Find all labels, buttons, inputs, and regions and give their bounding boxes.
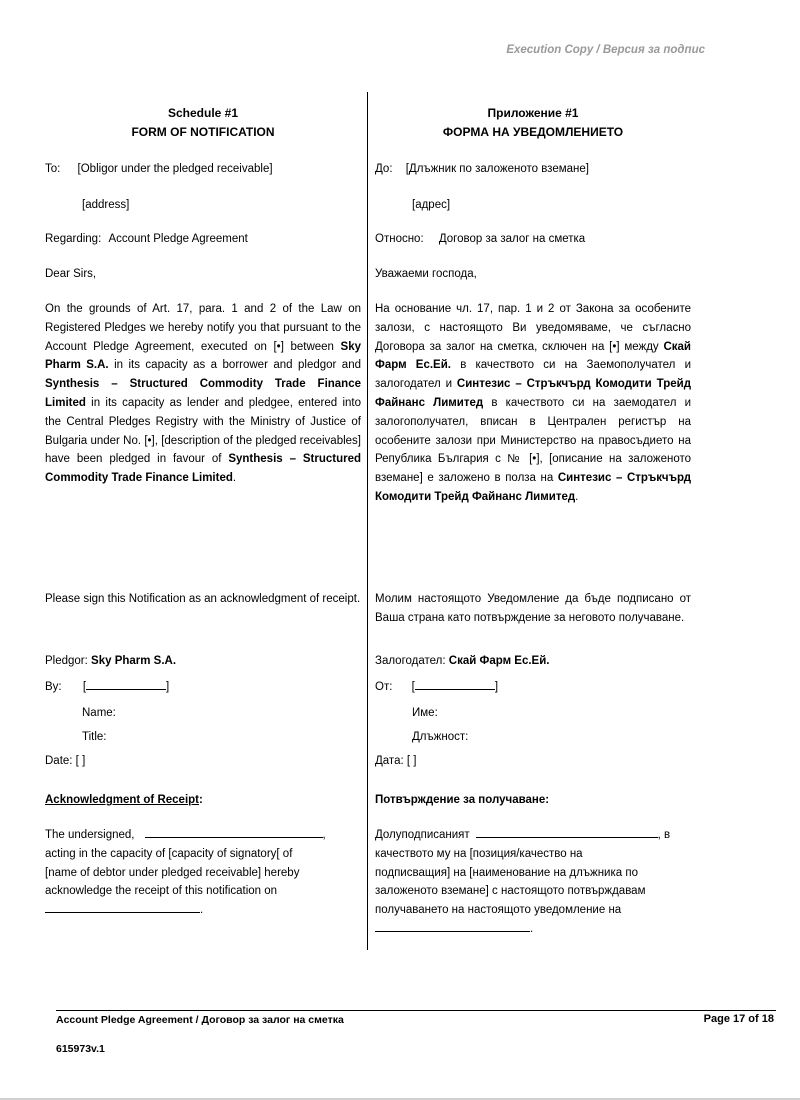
ack-line-5 [45,901,361,920]
notification-body-bg [375,300,691,507]
by-line [45,678,361,697]
name-label: Name: [82,707,116,719]
pledgee-name-bold-2: Synthesis – Structured Commodity Trade Finance Limited [45,453,362,485]
to-label-bg: До: [375,163,393,175]
to-line-bg [375,160,691,179]
ack-heading-text: Acknowledgment of Receipt [45,794,199,806]
notification-body [45,300,361,488]
ack-line-1-text: The undersigned, [45,829,135,841]
regarding-value-bg: Договор за залог на сметка [438,233,586,245]
regarding-line-bg [375,230,691,249]
regarding-line [45,230,361,249]
schedule-title-bg: Приложение #1 [487,106,579,120]
name-label-bg: Име: [412,707,438,719]
body-text-1-bg: На основание чл. 17, пар. 1 и 2 от Закона за особените залози, с настоящото Ви уведомяваме, че съгласно Договора за залог на сметка, сключен на [•] между [375,303,691,353]
ack-line-6-end-bg: . [530,922,534,935]
regarding-label-bg: Относно: [375,233,424,245]
pledgor-name-bold-bg: Скай Фарм Ес.Ей. [375,340,691,372]
ack-heading [45,791,361,810]
undersigned-blank-bg [476,826,658,838]
ack-heading-colon: : [199,794,203,806]
by-label-bg: От: [375,681,393,693]
address-line-bg: [адрес] [412,199,451,211]
footer-rule [56,1010,776,1011]
sign-request-bg: Молим настоящото Уведомление да бъде подписано от Ваша страна като потвърждение за неговото получаване. [375,593,691,624]
to-value: [Obligor under the pledged receivable] [77,163,273,175]
ack-line-1 [45,826,361,845]
pledgee-name-bold-2-bg: Синтезис – Стръкчърд Комодити Трейд Файнанс Лимитед [375,472,691,503]
salutation: Dear Sirs, [45,268,97,280]
date-blank [45,901,200,913]
signature-blank [86,678,166,690]
date-blank-bg [375,920,530,932]
signature-blank-bg [415,678,495,690]
pledgee-name-bold: Synthesis – Structured Commodity Trade Finance Limited [45,378,361,409]
ack-line-4: acknowledge the receipt of this notification on [45,885,278,898]
footer-agreement-title: Account Pledge Agreement / Договор за залог на сметка [56,1014,344,1026]
ack-body [45,826,361,920]
to-value-bg: [Длъжник по заложеното вземане] [405,163,589,175]
schedule-heading [45,104,361,142]
pledgor-line-bg [375,652,691,671]
column-divider [367,92,368,950]
body-text-4: . [232,472,237,485]
ack-line-4-bg: заложеното вземане] с настоящото потвърждавам [375,885,646,898]
ack-line-3: [name of debtor under pledged receivable] hereby [45,866,300,879]
ack-line-1-end-bg: , в [657,829,671,841]
body-text-2: in its capacity as a borrower and pledgor and [108,359,361,372]
ack-line-5-end: . [200,904,204,917]
to-label: To: [45,163,61,175]
ack-line-2: acting in the capacity of [capacity of signatory[ of [45,847,293,860]
ack-line-6-bg [375,920,691,939]
body-text-3: in its capacity as lender and pledgee, entered into the Central Pledges Registry with the Ministry of Justice of Bulgaria under No. [•], [description of the pledged receivables] have been pledged in favour of [45,396,361,466]
pledgor-line [45,652,361,671]
form-title: FORM OF NOTIFICATION [131,125,275,139]
date-label: Date: [ ] [45,755,86,767]
address-line: [address] [82,199,130,211]
ack-line-5-bg: получаването на настоящото уведомление на [375,904,622,917]
by-line-bg [375,678,691,697]
pledgor-name-bold: Sky Pharm S.A. [45,340,361,372]
body-text-3-bg: в качеството си на заемодател и залогополучател, вписан в Централен регистър на особените залози при Министерство на правосъдието на Република България с № [•], [описание на заложеното вземане] е заложено в полза на [375,396,691,485]
bracket-open-bg: [ [411,681,415,693]
pledgee-name-bold-bg: Синтезис – Стръкчърд Комодити Трейд Файнанс Лимитед [375,378,691,409]
regarding-label: Regarding: [45,233,102,245]
by-label: By: [45,681,62,693]
salutation-bg: Уважаеми господа, [375,268,477,280]
pledgor-value: Sky Pharm S.A. [91,655,177,667]
bracket-open: [ [82,681,87,693]
ack-heading-bg: Потвърждение за получаване: [375,794,550,806]
regarding-value: Account Pledge Agreement [108,233,248,245]
title-label: Title: [82,731,107,743]
ack-line-1-end: , [322,829,326,841]
body-text-1: On the grounds of Art. 17, para. 1 and 2 of the Law on Registered Pledges we hereby notify you that pursuant to the Account Pledge Agreement, executed on [•] between [45,303,361,353]
body-text-4-bg: . [575,490,579,503]
pledgor-label: Pledgor: [45,655,92,667]
bracket-close: ] [166,681,170,693]
execution-copy-label: Execution Copy / Версия за подпис [506,44,705,56]
ack-line-1-bg [375,826,691,845]
pledgor-value-bg: Скай Фарм Ес.Ей. [448,655,550,667]
page-number: Page 17 of 18 [703,1013,774,1025]
ack-line-3-bg: подписващия] на [наименование на длъжника по [375,866,638,879]
ack-line-2-bg: качеството му на [позиция/качество на [375,847,583,860]
bracket-close-bg: ] [494,681,499,693]
form-title-bg: ФОРМА НА УВЕДОМЛЕНИЕТО [442,125,624,139]
undersigned-blank [145,826,323,838]
ack-line-1-text-bg: Долуподписаният [375,829,470,841]
title-label-bg: Длъжност: [412,731,469,743]
sign-request: Please sign this Notification as an acknowledgment of receipt. [45,593,361,605]
pledgor-label-bg: Залогодател: [375,655,449,667]
document-id: 615973v.1 [56,1043,105,1055]
schedule-heading-bg [375,104,691,142]
ack-body-bg [375,826,691,939]
to-line [45,160,361,179]
date-label-bg: Дата: [ ] [375,755,417,767]
schedule-title: Schedule #1 [167,106,239,120]
body-text-2-bg: в качеството си на Заемополучател и залогодател и [375,359,692,391]
